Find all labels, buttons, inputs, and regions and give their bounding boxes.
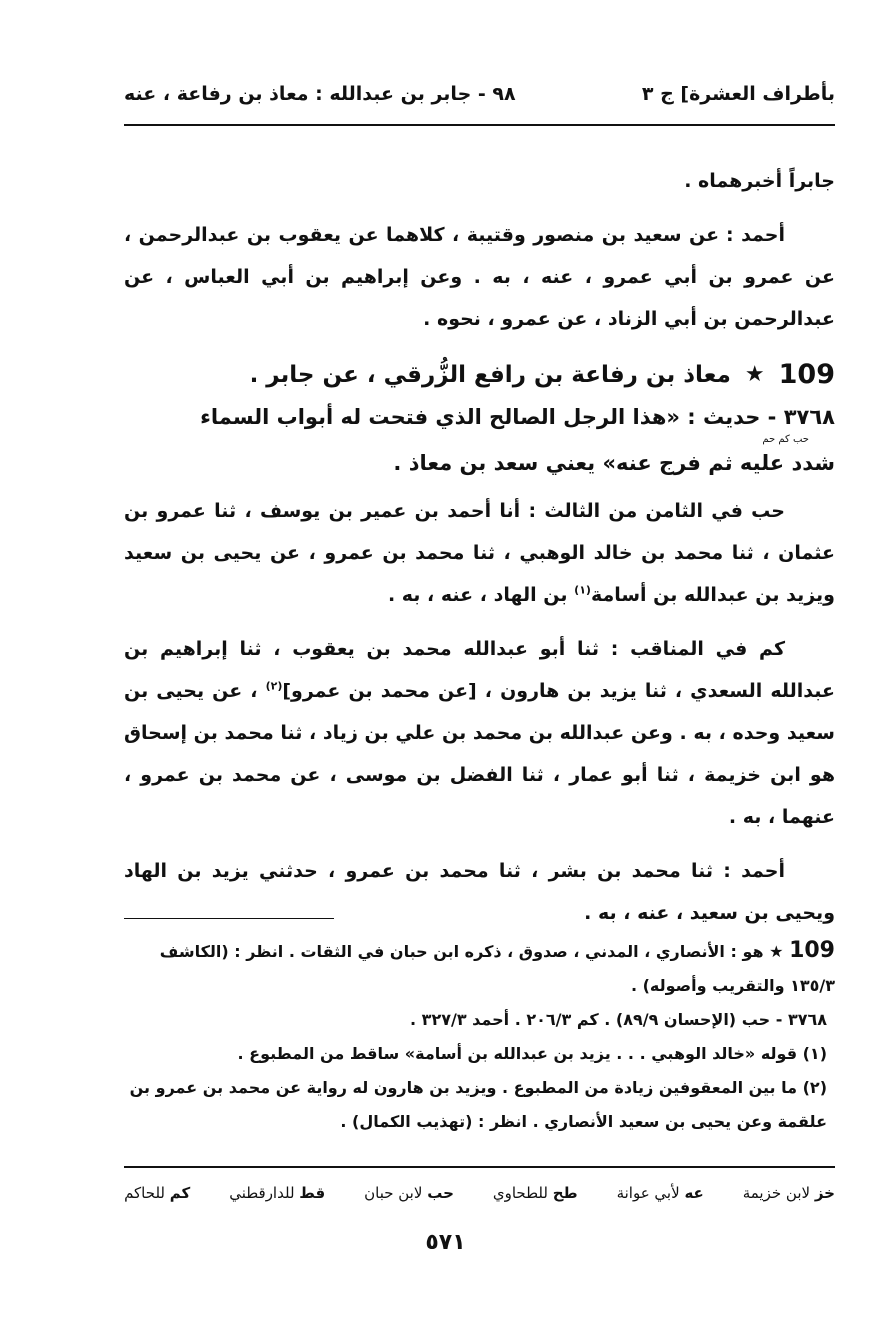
footnotes bbox=[124, 934, 835, 1139]
abbreviation-item: قط للدارقطني bbox=[229, 1184, 326, 1202]
paragraph-text-end: بن الهاد ، عنه ، به . bbox=[387, 584, 568, 606]
footnote-narrator bbox=[124, 934, 835, 1003]
abbreviation-item: كم للحاكم bbox=[124, 1184, 191, 1202]
source-label: أحمد : bbox=[726, 224, 785, 246]
abbreviation-item: عه لأبي عوانة bbox=[616, 1184, 704, 1202]
star-icon: ★ bbox=[744, 362, 765, 387]
header-volume: بأطراف العشرة] ج ٣ bbox=[641, 83, 835, 105]
page-number: ٥٧١ bbox=[425, 1230, 466, 1255]
hadith-source-codes: حب كم حم bbox=[762, 434, 809, 445]
hadith-text-line1: «هذا الرجل الصالح الذي فتحت له أبواب السماء bbox=[200, 405, 680, 429]
star-icon: ★ bbox=[769, 942, 784, 961]
abbreviation-item: حب لابن حبان bbox=[364, 1184, 454, 1202]
footnotes-rule bbox=[124, 918, 334, 919]
narrator-heading bbox=[124, 354, 835, 396]
source-label: أحمد : bbox=[723, 860, 785, 882]
hadith-text-line2: شدد عليه ثم فرج عنه» يعني سعد بن معاذ . bbox=[393, 451, 835, 475]
main-text bbox=[124, 160, 835, 946]
abbreviations-rule bbox=[124, 1166, 835, 1168]
abbreviations-key bbox=[124, 1184, 835, 1202]
hadith-entry bbox=[124, 400, 835, 480]
footnote-hadith-sources: ٣٧٦٨ - حب (الإحسان ٨٩/٩) . كم ٢٠٦/٣ . أحمد ٣٢٧/٣ . bbox=[410, 1010, 827, 1029]
hadith-number: ٣٧٦٨ - حديث : bbox=[687, 405, 835, 429]
paragraph-text-end: ، عن يحيى بن سعيد وحده ، به . وعن عبدالله بن محمد بن علي بن زياد ، ثنا محمد بن إسحاق هو ابن خزيمة ، ثنا أبو عمار ، ثنا الفضل بن موسى ، عن محمد بن عمرو ، عنهما ، به . bbox=[124, 680, 835, 828]
paragraph-text: حب في الثامن من الثالث : أنا أحمد بن عمير بن يوسف ، ثنا عمرو بن عثمان ، ثنا محمد بن خالد الوهبي ، ثنا محمد بن عمرو ، عن يحيى بن سعيد ويزيد بن عبدالله بن أسامة bbox=[124, 500, 835, 606]
abbreviation-item: خز لابن خزيمة bbox=[742, 1184, 835, 1202]
narrator-number: 109 bbox=[778, 359, 835, 390]
header-rule bbox=[124, 124, 835, 126]
paragraph-hibban bbox=[124, 490, 835, 616]
abbreviation-item: طح للطحاوي bbox=[492, 1184, 578, 1202]
paragraph-ahmad-1 bbox=[124, 214, 835, 340]
paragraph-continuation: جابراً أخبرهماه . bbox=[684, 170, 835, 192]
footnote-text: هو : الأنصاري ، المدني ، صدوق ، ذكره ابن حبان في الثقات . انظر : (الكاشف ١٣٥/٣ والتقريب وأصوله) . bbox=[159, 942, 835, 995]
narrator-title: معاذ بن رفاعة بن رافع الزُّرقي ، عن جابر . bbox=[249, 362, 731, 388]
header-chapter: ٩٨ - جابر بن عبدالله : معاذ بن رفاعة ، عنه bbox=[124, 83, 516, 105]
paragraph-text: ثنا محمد بن بشر ، ثنا محمد بن عمرو ، حدثني يزيد بن الهاد ويحيى بن سعيد ، عنه ، به . bbox=[124, 860, 835, 924]
paragraph-hakim bbox=[124, 628, 835, 838]
running-header bbox=[124, 76, 835, 112]
footnote-2: (٢) ما بين المعقوفين زيادة من المطبوع . ويزيد بن هارون له رواية عن محمد بن عمرو بن علقمة وعن يحيى بن سعيد الأنصاري . انظر : (تهذيب الكمال) . bbox=[129, 1078, 827, 1131]
footnote-narrator-number: 109 bbox=[789, 938, 835, 963]
paragraph-text: عن سعيد بن منصور وقتيبة ، كلاهما عن يعقوب بن عبدالرحمن ، عن عمرو بن أبي عمرو ، عنه ، به . وعن إبراهيم بن أبي العباس ، عن عبدالرحمن بن أبي الزناد ، عن عمرو ، نحوه . bbox=[124, 224, 835, 330]
footnote-ref-2: (٢) bbox=[265, 679, 283, 693]
paragraph-ahmad-2 bbox=[124, 850, 835, 934]
paragraph-text: كم في المناقب : ثنا أبو عبدالله محمد بن يعقوب ، ثنا إبراهيم بن عبدالله السعدي ، ثنا يزيد بن هارون ، [عن محمد بن عمرو] bbox=[124, 638, 835, 702]
footnote-ref-1: (١) bbox=[574, 583, 591, 597]
footnote-1: (١) قوله «خالد الوهبي . . . يزيد بن عبدالله بن أسامة» ساقط من المطبوع . bbox=[237, 1044, 827, 1063]
